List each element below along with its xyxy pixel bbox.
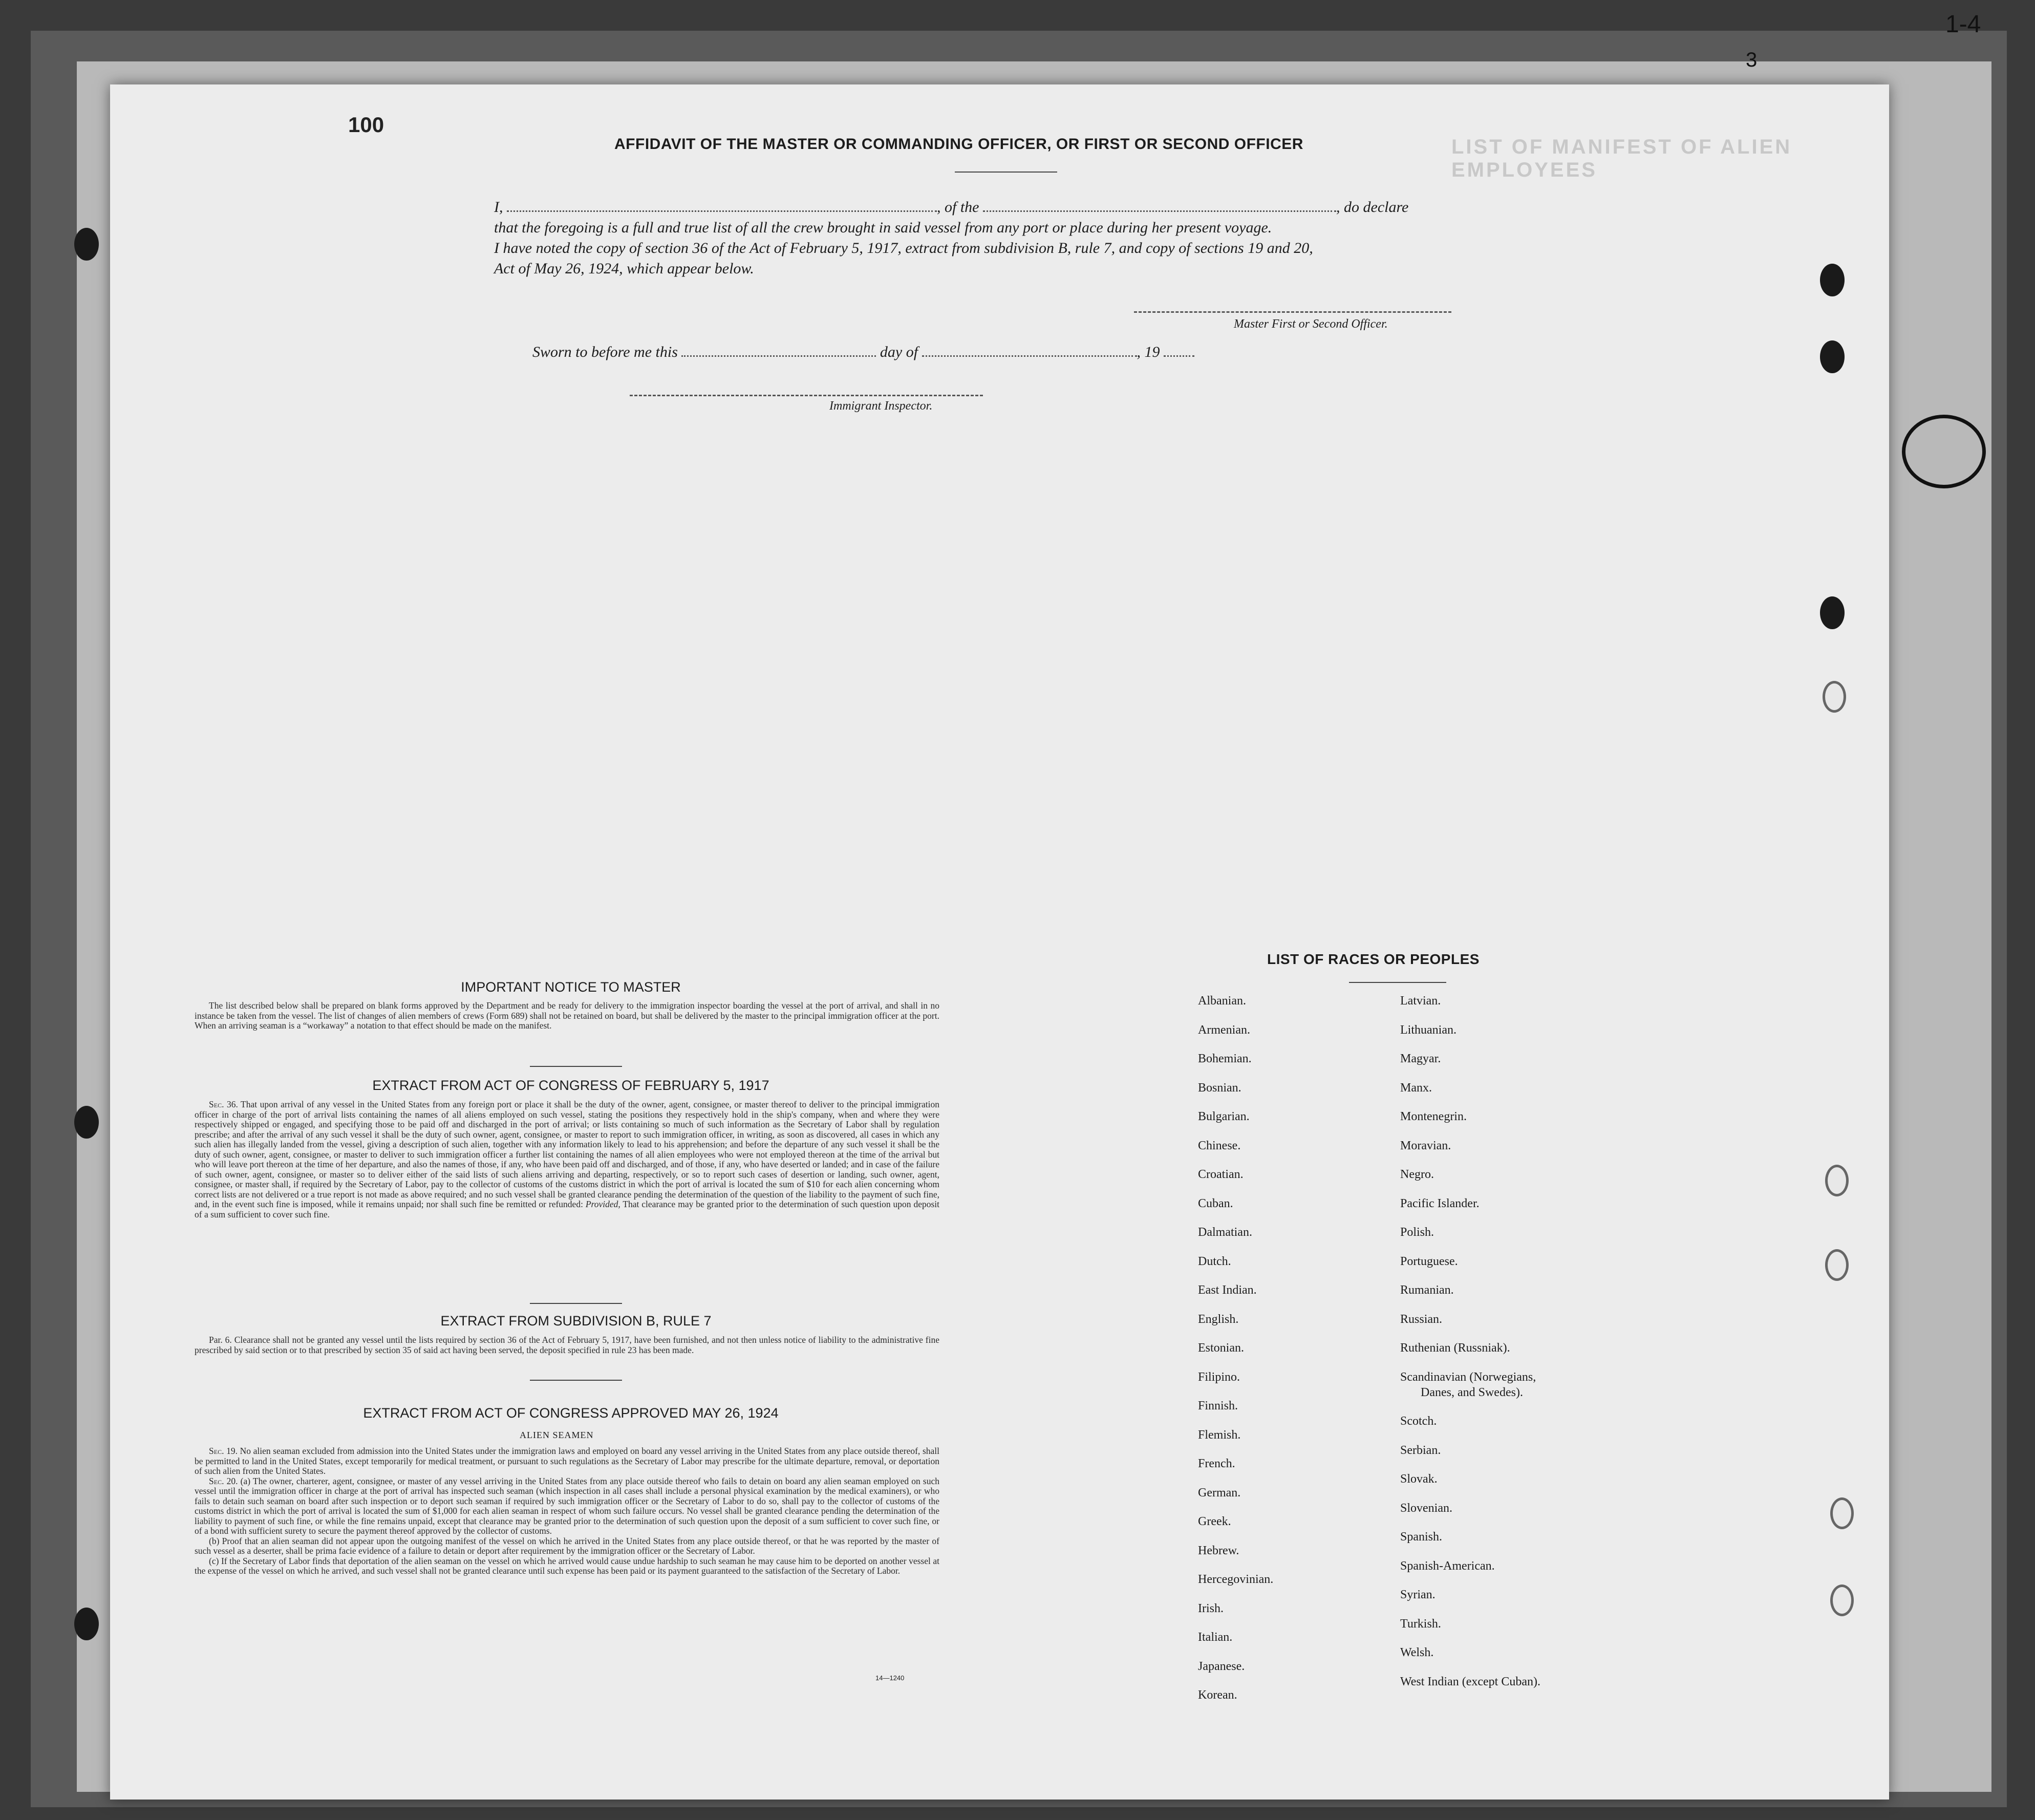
sec-20a-text: (a) The owner, charterer, agent, consignee, or master of any vessel arriving in the United States from any place outside thereof who fails to detain on board any alien seaman employed on such vessel until the immigration officer in charge at the port of arrival has inspected such seaman (which inspection in all cases shall include a personal physical examination by the medical examiners), or who fails to detain such seaman on board after such inspection or to deport such seaman if required by such immigration officer or the Secretary of Labor to do so, shall pay to the collector of customs of the customs district in which the port of arrival is located the sum of $1,000 for each alien seaman in respect of whom such failure occurs. No vessel shall be granted clearance pending the determination of the liability to payment of such fine, or while the fine remains unpaid, except that clearance may be granted prior to the determination of such question upon the deposit of a sum sufficient to cover such fine, or of a bond with sufficient surety to secure the payment thereof approved by the collector of customs. <box>195 1475 939 1536</box>
sec-19-paragraph <box>195 1446 939 1476</box>
corner-annotation: 1-4 <box>1945 11 1981 38</box>
race-item: Irish. <box>1198 1601 1224 1615</box>
race-item: Negro. <box>1400 1168 1434 1181</box>
sworn-day-of: day of <box>880 344 918 360</box>
race-item: Dalmatian. <box>1198 1226 1252 1239</box>
punch-hole <box>1825 1249 1849 1281</box>
race-item: Turkish. <box>1400 1617 1441 1631</box>
race-item: Syrian. <box>1400 1588 1436 1601</box>
stamp-number: 100 <box>348 113 384 137</box>
race-item: Serbian. <box>1400 1443 1441 1457</box>
proviso-word: Provided, <box>585 1199 620 1209</box>
races-column-2 <box>1400 993 1540 1703</box>
inspector-signature-label: Immigrant Inspector. <box>829 399 933 413</box>
punch-hole <box>1830 1585 1854 1616</box>
sec-36-text-end: That clearance may be granted prior to the determination of such question upon deposit of a sum sufficient to cover such fine. <box>195 1199 939 1219</box>
rule-7-divider <box>530 1380 622 1381</box>
act-1917-divider <box>530 1303 622 1304</box>
rule-7-title: EXTRACT FROM SUBDIVISION B, RULE 7 <box>440 1313 712 1329</box>
affidavit-title-rule <box>955 172 1057 173</box>
race-item: Chinese. <box>1198 1139 1241 1152</box>
affidavit-line-2: that the foregoing is a full and true list of all the crew brought in said vessel from any port or place during her present voyage. <box>494 219 1272 236</box>
race-item: English. <box>1198 1312 1239 1326</box>
alien-seamen-subtitle: ALIEN SEAMEN <box>520 1430 594 1440</box>
sworn-line <box>532 343 1194 361</box>
races-column-1 <box>1198 993 1273 1717</box>
bleed-through-header: LIST OF MANIFEST OF ALIEN EMPLOYEES <box>1451 136 1792 181</box>
race-item: Filipino. <box>1198 1370 1240 1384</box>
notice-divider <box>530 1066 622 1067</box>
master-signature-line <box>1134 311 1451 313</box>
race-item: Spanish. <box>1400 1530 1443 1544</box>
race-item: Japanese. <box>1198 1659 1245 1673</box>
race-item: West Indian (except Cuban). <box>1400 1675 1540 1688</box>
punch-hole <box>1825 1165 1849 1196</box>
punch-hole <box>1823 681 1846 713</box>
act-1924-text <box>195 1446 939 1576</box>
race-item: Manx. <box>1400 1081 1432 1095</box>
sec-19-text: No alien seaman excluded from admission into the United States under the immigration laws and employed on board any vessel arriving in the United States from any place outside thereof, shall be permitted to land in the United States, except temporarily for medical treatment, or pursuant to such regulations as the Secretary of Labor may prescribe for the ultimate departure, removal, or deportation of such alien from the United States. <box>195 1446 940 1476</box>
sworn-text: Sworn to before me this <box>532 344 678 360</box>
race-item: Korean. <box>1198 1688 1237 1702</box>
race-item: Armenian. <box>1198 1023 1250 1037</box>
race-item: Greek. <box>1198 1515 1231 1528</box>
race-item: Finnish. <box>1198 1399 1238 1412</box>
rule-7-paragraph: Par. 6. Clearance shall not be granted any vessel until the lists required by section 36 of the Act of February 5, 1917, have been furnished, and not then unless notice of liability to the administrative fine prescribed by said section or to that prescribed by section 35 of said act having been served, the deposit specified in rule 23 has been made. <box>195 1335 939 1355</box>
punch-hole <box>1820 596 1845 629</box>
act-1917-title: EXTRACT FROM ACT OF CONGRESS OF FEBRUARY 5, 1917 <box>372 1078 769 1093</box>
act-1924-title: EXTRACT FROM ACT OF CONGRESS APPROVED MAY 26, 1924 <box>363 1405 779 1421</box>
punch-hole <box>1830 1497 1854 1529</box>
punch-hole <box>74 1608 99 1640</box>
race-item: Slovenian. <box>1400 1501 1452 1515</box>
sec-20a-paragraph <box>195 1476 939 1536</box>
punch-hole <box>74 1106 99 1139</box>
race-item: Bulgarian. <box>1198 1110 1250 1123</box>
races-title: LIST OF RACES OR PEOPLES <box>1267 951 1480 967</box>
race-item: Scotch. <box>1400 1415 1437 1428</box>
race-item: Italian. <box>1198 1631 1233 1644</box>
sec-20b-paragraph: (b) Proof that an alien seaman did not appear upon the outgoing manifest of the vessel on which he arrived in the United States from any place outside thereof, or that he was reported by the master of such vessel as a deserter, shall be prima facie evidence of a failure to detain or deport after requirement by the immigration officer or the Secretary of Labor. <box>195 1535 939 1556</box>
race-item: French. <box>1198 1457 1235 1470</box>
race-item: Estonian. <box>1198 1341 1244 1355</box>
race-item: Lithuanian. <box>1400 1023 1456 1037</box>
document-page <box>110 84 1889 1800</box>
race-item: Pacific Islander. <box>1400 1196 1480 1210</box>
affidavit-line-3: I have noted the copy of section 36 of the Act of February 5, 1917, extract from subdivision B, rule 7, and copy of sections 19 and 20, <box>494 240 1313 256</box>
race-item: Montenegrin. <box>1400 1110 1467 1123</box>
affidavit-of-the: , of the <box>937 199 979 216</box>
page-number-mark: 3 <box>1746 49 1758 71</box>
act-1917-text <box>195 1100 939 1219</box>
race-item: Latvian. <box>1400 994 1441 1008</box>
race-item: Moravian. <box>1400 1139 1451 1152</box>
race-item: Welsh. <box>1400 1646 1434 1659</box>
race-item: Spanish-American. <box>1400 1559 1495 1573</box>
race-item: Bosnian. <box>1198 1081 1241 1095</box>
affidavit-line-4: Act of May 26, 1924, which appear below. <box>494 260 754 277</box>
inspector-signature-line <box>630 395 983 396</box>
affidavit-declare: , do declare <box>1336 199 1409 216</box>
name-blank <box>507 201 937 212</box>
sworn-year: , 19 <box>1137 344 1160 360</box>
form-code: 14—1240 <box>875 1674 905 1682</box>
race-item: Flemish. <box>1198 1428 1241 1442</box>
sec-36-label: Sec. 36. <box>209 1099 238 1109</box>
master-signature-label: Master First or Second Officer. <box>1234 317 1388 331</box>
race-item: Dutch. <box>1198 1254 1231 1268</box>
race-item: Cuban. <box>1198 1196 1233 1210</box>
notice-title: IMPORTANT NOTICE TO MASTER <box>461 979 681 995</box>
races-title-rule <box>1349 982 1446 983</box>
race-item: Croatian. <box>1198 1168 1244 1181</box>
punch-hole <box>74 228 99 261</box>
punch-hole <box>1820 264 1845 296</box>
sec-20-label: Sec. 20. <box>209 1475 238 1486</box>
race-item: Bohemian. <box>1198 1052 1252 1065</box>
race-item: Ruthenian (Russniak). <box>1400 1341 1510 1355</box>
race-item: Rumanian. <box>1400 1283 1454 1297</box>
notice-text <box>195 1001 939 1031</box>
race-item: Russian. <box>1400 1312 1443 1326</box>
race-item: Slovak. <box>1400 1472 1438 1486</box>
race-item: Portuguese. <box>1400 1254 1458 1268</box>
race-item: Danes, and Swedes). <box>1421 1385 1523 1399</box>
sec-20c-paragraph: (c) If the Secretary of Labor finds that deportation of the alien seaman on the vessel on which he arrived would cause undue hardship to such seaman he may cause him to be deported on another vessel at the expense of the vessel on which he arrived, and such vessel shall not be granted clearance until such expense has been paid or its payment guaranteed to the satisfaction of the Secretary of Labor. <box>195 1555 939 1576</box>
affidavit-title: AFFIDAVIT OF THE MASTER OR COMMANDING OFFICER, OR FIRST OR SECOND OFFICER <box>614 136 1303 153</box>
handwritten-zero-mark <box>1902 415 1986 488</box>
sec-36-text: That upon arrival of any vessel in the United States from any foreign port or place it shall be the duty of the owner, agent, consignee, or master thereof to deliver to the principal immigration officer in charge of the port of arrival lists containing the names of all aliens employed on such vessel, stating the positions they respectively hold in the ship's company, when and where they were respectively shipped or engaged, and specifying those to be paid off and discharged in the port of arrival; or lists containing so much of such information as the Secretary of Labor shall by regulation prescribe; and after the arrival of any such vessel it shall be the duty of such owner, agent, consignee, or master to report to such immigration officer, in writing, as soon as discovered, all cases in which any such alien has illegally landed from the vessel, giving a description of such alien, together with any information likely to lead to his apprehension; and before the departure of any such vessel it shall be the duty of such owner, agent, consignee, or master to deliver to such immigration officer a further list containing the names of all alien employees who were not employed thereon at the time of the arrival but who will leave port thereon at the time of her departure, and also the names of those, if any, who have been paid off and discharged, and of those, if any, who have deserted or landed; and in case of the failure of such owner, agent, consignee, or master so to deliver either of the said lists of such aliens arriving and departing, respectively, or so to report such cases of desertion or landing, such owner, agent, consignee, or master shall, if required by the Secretary of Labor, pay to the collector of customs of the customs district in which the port of arrival is located the sum of $10 for each alien concerning whom correct lists are not delivered or a true report is not made as above required; and no such vessel shall be granted clearance pending the determination of the question of the liability to the payment of such fine, and, in the event such fine is imposed, while it remains unpaid; nor shall such fine be remitted or refunded: <box>195 1099 939 1209</box>
punch-hole <box>1820 340 1845 373</box>
race-item: Albanian. <box>1198 994 1246 1008</box>
race-item: Magyar. <box>1400 1052 1441 1065</box>
sworn-year-blank <box>1164 346 1194 357</box>
sworn-month-blank <box>922 346 1137 357</box>
race-item: Hebrew. <box>1198 1544 1239 1557</box>
race-item: Hercegovinian. <box>1198 1573 1274 1586</box>
race-item: Scandinavian (Norwegians, <box>1400 1370 1536 1384</box>
race-item: Polish. <box>1400 1226 1434 1239</box>
affidavit-line-1 <box>494 198 1408 217</box>
affidavit-i: I, <box>494 199 503 216</box>
sec-19-label: Sec. 19. <box>209 1446 238 1456</box>
rule-7-text <box>195 1335 939 1355</box>
race-item: East Indian. <box>1198 1283 1257 1297</box>
race-item: German. <box>1198 1486 1241 1500</box>
vessel-blank <box>983 201 1336 212</box>
sworn-day-blank <box>681 346 876 357</box>
notice-paragraph: The list described below shall be prepared on blank forms approved by the Department and be ready for delivery to the immigration inspector boarding the vessel at the port of arrival, and shall in no instance be taken from the vessel. The list of changes of alien members of crews (Form 689) shall not be retained on board, but shall be delivered by the master to the principal immigration officer at the port. When an arriving seaman is a “workaway” a notation to that effect should be made on the manifest. <box>195 1000 939 1031</box>
sec-36-paragraph <box>195 1100 939 1219</box>
